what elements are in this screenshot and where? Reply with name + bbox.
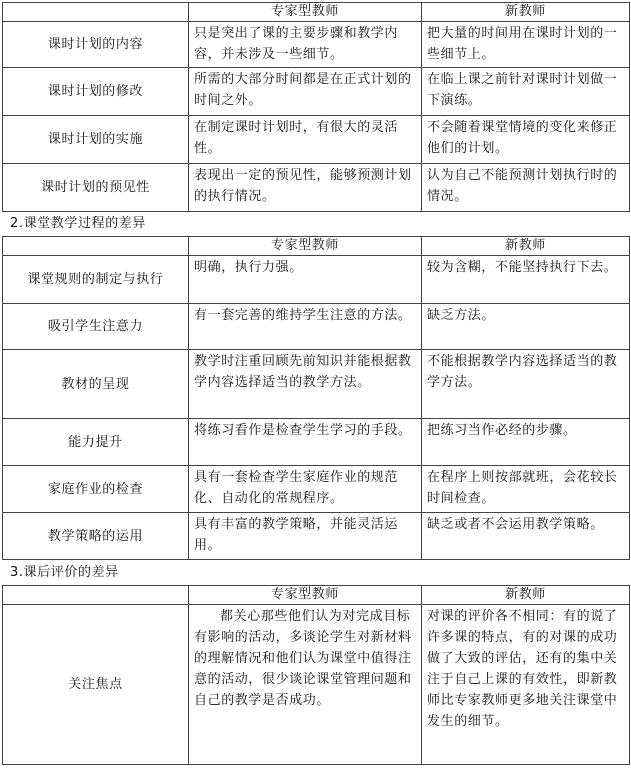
header-cell-expert: 专家型教师 xyxy=(189,237,422,256)
expert-cell: 表现出一定的预见性，能够预测计划的执行情况。 xyxy=(189,164,422,212)
table-row xyxy=(3,304,630,350)
table-row xyxy=(3,605,630,765)
table-row xyxy=(3,22,630,68)
row-label: 课时计划的预见性 xyxy=(3,164,189,212)
table-row xyxy=(3,419,630,466)
novice-cell: 不能根据教学内容选择适当的教学方法。 xyxy=(422,350,630,419)
novice-cell: 不会随着课堂情境的变化来修正他们的计划。 xyxy=(422,116,630,164)
table-row xyxy=(3,164,630,212)
novice-cell: 在程序上则按部就班，会花较长时间检查。 xyxy=(422,466,630,513)
row-label: 课时计划的内容 xyxy=(3,22,189,68)
row-label: 关注焦点 xyxy=(3,605,189,765)
row-label: 课时计划的实施 xyxy=(3,116,189,164)
row-label: 教学策略的运用 xyxy=(3,513,189,560)
row-label: 家庭作业的检查 xyxy=(3,466,189,513)
lesson-plan-comparison-table xyxy=(2,2,630,212)
expert-cell: 将练习看作是检查学生学习的手段。 xyxy=(189,419,422,466)
header-cell-expert: 专家型教师 xyxy=(189,3,422,22)
expert-cell: 具有一套检查学生家庭作业的规范化、自动化的常规程序。 xyxy=(189,466,422,513)
row-label: 吸引学生注意力 xyxy=(3,304,189,350)
table-header-row xyxy=(3,237,630,256)
header-cell-expert: 专家型教师 xyxy=(189,586,422,605)
novice-cell: 把大量的时间用在课时计划的一些细节上。 xyxy=(422,22,630,68)
novice-cell: 对课的评价各不相同：有的说了许多课的特点，有的对课的成功做了大致的评估，还有的集中关注于自己上课的有效性，即新教师比专家教师更多地关注课堂中发生的细节。 xyxy=(422,605,630,765)
table-row xyxy=(3,513,630,560)
header-cell-novice: 新教师 xyxy=(422,237,630,256)
table-row xyxy=(3,116,630,164)
header-cell-blank xyxy=(3,586,189,605)
expert-cell: 所需的大部分时间都是在正式计划的时间之外。 xyxy=(189,68,422,116)
novice-cell: 缺乏或者不会运用教学策略。 xyxy=(422,513,630,560)
expert-cell: 只是突出了课的主要步骤和教学内容，并未涉及一些细节。 xyxy=(189,22,422,68)
header-cell-blank xyxy=(3,3,189,22)
section-title-classroom-process: 2.课堂教学过程的差异 xyxy=(10,216,147,231)
post-lesson-evaluation-table xyxy=(2,585,630,765)
expert-cell: 具有丰富的教学策略，并能灵活运用。 xyxy=(189,513,422,560)
expert-cell: 有一套完善的维持学生注意的方法。 xyxy=(189,304,422,350)
expert-cell: 教学时注重回顾先前知识并能根据教学内容选择适当的教学方法。 xyxy=(189,350,422,419)
row-label: 课堂规则的制定与执行 xyxy=(3,256,189,304)
classroom-process-comparison-table xyxy=(2,236,630,560)
header-cell-novice: 新教师 xyxy=(422,586,630,605)
row-label: 课时计划的修改 xyxy=(3,68,189,116)
novice-cell: 认为自己不能预测计划执行时的情况。 xyxy=(422,164,630,212)
row-label: 教材的呈现 xyxy=(3,350,189,419)
expert-cell: 在制定课时计划时，有很大的灵活性。 xyxy=(189,116,422,164)
row-label: 能力提升 xyxy=(3,419,189,466)
table-header-row xyxy=(3,586,630,605)
novice-cell: 缺乏方法。 xyxy=(422,304,630,350)
table-row xyxy=(3,350,630,419)
novice-cell: 较为含糊，不能坚持执行下去。 xyxy=(422,256,630,304)
section-title-post-lesson-evaluation: 3.课后评价的差异 xyxy=(10,565,119,580)
novice-cell: 在临上课之前针对课时计划做一下演练。 xyxy=(422,68,630,116)
table-row xyxy=(3,466,630,513)
table-row xyxy=(3,68,630,116)
expert-cell: 明确，执行力强。 xyxy=(189,256,422,304)
table-header-row xyxy=(3,3,630,22)
header-cell-blank xyxy=(3,237,189,256)
novice-cell: 把练习当作必经的步骤。 xyxy=(422,419,630,466)
header-cell-novice: 新教师 xyxy=(422,3,630,22)
expert-cell: 都关心那些他们认为对完成目标有影响的活动，多谈论学生对新材料的理解情况和他们认为课堂中值得注意的活动，很少谈论课堂管理问题和自己的教学是否成功。 xyxy=(189,605,422,765)
table-row xyxy=(3,256,630,304)
